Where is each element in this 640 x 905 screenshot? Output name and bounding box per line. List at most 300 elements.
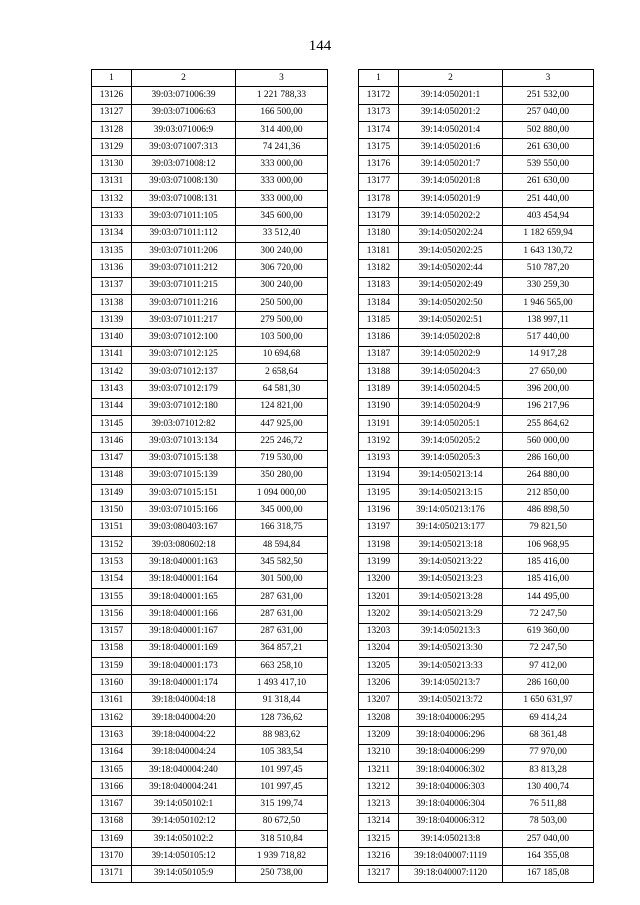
- row-number-cell: 13158: [92, 640, 132, 657]
- table-row: [359, 692, 594, 709]
- table-row: [359, 554, 594, 571]
- value-cell: 300 240,00: [236, 242, 328, 259]
- row-number-cell: 13194: [359, 467, 399, 484]
- cadastral-number-cell: 39:03:071012:82: [132, 415, 236, 432]
- table-row: [92, 87, 328, 104]
- value-cell: 318 510,84: [236, 831, 328, 848]
- table-row: [92, 727, 328, 744]
- cadastral-number-cell: 39:14:050205:2: [399, 433, 503, 450]
- table-row: [359, 744, 594, 761]
- table-row: [92, 173, 328, 190]
- table-row: [359, 675, 594, 692]
- page-number: 144: [308, 38, 332, 54]
- table-row: [92, 709, 328, 726]
- value-cell: 287 631,00: [236, 606, 328, 623]
- value-cell: 345 600,00: [236, 208, 328, 225]
- value-cell: 1 182 659,94: [503, 225, 594, 242]
- value-cell: 103 500,00: [236, 329, 328, 346]
- table-row: [359, 208, 594, 225]
- cadastral-number-cell: 39:14:050213:33: [399, 658, 503, 675]
- row-number-cell: 13216: [359, 848, 399, 865]
- table-row: [359, 242, 594, 259]
- cadastral-number-cell: 39:03:071015:139: [132, 467, 236, 484]
- value-cell: 64 581,30: [236, 381, 328, 398]
- row-number-cell: 13170: [92, 848, 132, 865]
- row-number-cell: 13145: [92, 415, 132, 432]
- cadastral-number-cell: 39:14:050102:2: [132, 831, 236, 848]
- value-cell: 91 318,44: [236, 692, 328, 709]
- table-row: [92, 692, 328, 709]
- table-row: [92, 467, 328, 484]
- row-number-cell: 13159: [92, 658, 132, 675]
- value-cell: 447 925,00: [236, 415, 328, 432]
- cadastral-number-cell: 39:14:050213:22: [399, 554, 503, 571]
- value-cell: 250 500,00: [236, 294, 328, 311]
- cadastral-number-cell: 39:14:050213:72: [399, 692, 503, 709]
- table-row: [359, 467, 594, 484]
- value-cell: 261 630,00: [503, 139, 594, 156]
- row-number-cell: 13195: [359, 485, 399, 502]
- cadastral-number-cell: 39:18:040001:167: [132, 623, 236, 640]
- row-number-cell: 13202: [359, 606, 399, 623]
- value-cell: 33 512,40: [236, 225, 328, 242]
- column-header: 2: [399, 70, 503, 87]
- table-row: [359, 813, 594, 830]
- cadastral-number-cell: 39:18:040006:312: [399, 813, 503, 830]
- column-header: 3: [236, 70, 328, 87]
- value-cell: 345 000,00: [236, 502, 328, 519]
- table-row: [359, 485, 594, 502]
- row-number-cell: 13129: [92, 139, 132, 156]
- table-row: [92, 796, 328, 813]
- cadastral-number-cell: 39:18:040006:302: [399, 761, 503, 778]
- row-number-cell: 13207: [359, 692, 399, 709]
- row-number-cell: 13217: [359, 865, 399, 882]
- value-cell: 251 532,00: [503, 87, 594, 104]
- row-number-cell: 13127: [92, 104, 132, 121]
- row-number-cell: 13183: [359, 277, 399, 294]
- table-row: [92, 139, 328, 156]
- value-cell: 68 361,48: [503, 727, 594, 744]
- table-row: [92, 744, 328, 761]
- row-number-cell: 13201: [359, 588, 399, 605]
- cadastral-number-cell: 39:14:050213:3: [399, 623, 503, 640]
- table-row: [359, 623, 594, 640]
- table-header-row: [92, 70, 328, 87]
- row-number-cell: 13126: [92, 87, 132, 104]
- table-row: [92, 848, 328, 865]
- row-number-cell: 13199: [359, 554, 399, 571]
- cadastral-number-cell: 39:03:071011:105: [132, 208, 236, 225]
- cadastral-number-cell: 39:14:050201:7: [399, 156, 503, 173]
- table-row: [359, 121, 594, 138]
- cadastral-number-cell: 39:14:050201:4: [399, 121, 503, 138]
- cadastral-number-cell: 39:14:050213:23: [399, 571, 503, 588]
- row-number-cell: 13174: [359, 121, 399, 138]
- value-cell: 350 280,00: [236, 467, 328, 484]
- cadastral-number-cell: 39:03:071012:137: [132, 364, 236, 381]
- table-row: [92, 191, 328, 208]
- cadastral-number-cell: 39:18:040004:20: [132, 709, 236, 726]
- cadastral-number-cell: 39:14:050105:9: [132, 865, 236, 882]
- cadastral-number-cell: 39:14:050204:3: [399, 364, 503, 381]
- table-row: [92, 519, 328, 536]
- cadastral-number-cell: 39:03:071011:216: [132, 294, 236, 311]
- row-number-cell: 13143: [92, 381, 132, 398]
- column-header: 1: [359, 70, 399, 87]
- row-number-cell: 13141: [92, 346, 132, 363]
- row-number-cell: 13205: [359, 658, 399, 675]
- cadastral-number-cell: 39:14:050202:24: [399, 225, 503, 242]
- cadastral-number-cell: 39:03:071006:39: [132, 87, 236, 104]
- table-row: [359, 519, 594, 536]
- row-number-cell: 13185: [359, 312, 399, 329]
- value-cell: 80 672,50: [236, 813, 328, 830]
- table-row: [92, 433, 328, 450]
- cadastral-number-cell: 39:14:050204:9: [399, 398, 503, 415]
- cadastral-number-cell: 39:14:050204:5: [399, 381, 503, 398]
- cadastral-number-cell: 39:14:050201:1: [399, 87, 503, 104]
- row-number-cell: 13214: [359, 813, 399, 830]
- table-row: [359, 277, 594, 294]
- table-row: [92, 415, 328, 432]
- cadastral-number-cell: 39:03:071015:166: [132, 502, 236, 519]
- table-row: [359, 191, 594, 208]
- table-row: [359, 588, 594, 605]
- table-row: [92, 260, 328, 277]
- row-number-cell: 13184: [359, 294, 399, 311]
- row-number-cell: 13149: [92, 485, 132, 502]
- row-number-cell: 13181: [359, 242, 399, 259]
- value-cell: 403 454,94: [503, 208, 594, 225]
- table-row: [92, 554, 328, 571]
- row-number-cell: 13187: [359, 346, 399, 363]
- cadastral-number-cell: 39:14:050202:2: [399, 208, 503, 225]
- table-row: [92, 571, 328, 588]
- table-row: [92, 502, 328, 519]
- cadastral-number-cell: 39:18:040001:164: [132, 571, 236, 588]
- cadastral-number-cell: 39:03:071008:130: [132, 173, 236, 190]
- value-cell: 510 787,20: [503, 260, 594, 277]
- row-number-cell: 13172: [359, 87, 399, 104]
- registry-table-left: [91, 69, 328, 883]
- cadastral-number-cell: 39:14:050213:7: [399, 675, 503, 692]
- cadastral-number-cell: 39:03:071012:179: [132, 381, 236, 398]
- cadastral-number-cell: 39:18:040001:173: [132, 658, 236, 675]
- table-row: [92, 312, 328, 329]
- table-row: [359, 260, 594, 277]
- table-row: [359, 381, 594, 398]
- row-number-cell: 13171: [92, 865, 132, 882]
- cadastral-number-cell: 39:14:050205:1: [399, 415, 503, 432]
- cadastral-number-cell: 39:18:040004:24: [132, 744, 236, 761]
- table-row: [359, 329, 594, 346]
- table-row: [359, 294, 594, 311]
- table-row: [92, 831, 328, 848]
- value-cell: 333 000,00: [236, 191, 328, 208]
- value-cell: 83 813,28: [503, 761, 594, 778]
- row-number-cell: 13138: [92, 294, 132, 311]
- row-number-cell: 13210: [359, 744, 399, 761]
- row-number-cell: 13133: [92, 208, 132, 225]
- value-cell: 1 493 417,10: [236, 675, 328, 692]
- row-number-cell: 13162: [92, 709, 132, 726]
- value-cell: 502 880,00: [503, 121, 594, 138]
- row-number-cell: 13148: [92, 467, 132, 484]
- cadastral-number-cell: 39:14:050213:29: [399, 606, 503, 623]
- cadastral-number-cell: 39:14:050213:8: [399, 831, 503, 848]
- row-number-cell: 13203: [359, 623, 399, 640]
- value-cell: 48 594,84: [236, 537, 328, 554]
- row-number-cell: 13192: [359, 433, 399, 450]
- value-cell: 106 968,95: [503, 537, 594, 554]
- table-row: [359, 658, 594, 675]
- value-cell: 105 383,54: [236, 744, 328, 761]
- table-row: [92, 156, 328, 173]
- row-number-cell: 13209: [359, 727, 399, 744]
- cadastral-number-cell: 39:18:040004:240: [132, 761, 236, 778]
- row-number-cell: 13175: [359, 139, 399, 156]
- value-cell: 128 736,62: [236, 709, 328, 726]
- value-cell: 250 738,00: [236, 865, 328, 882]
- cadastral-number-cell: 39:14:050213:15: [399, 485, 503, 502]
- table-row: [359, 640, 594, 657]
- value-cell: 72 247,50: [503, 606, 594, 623]
- cadastral-number-cell: 39:14:050213:18: [399, 537, 503, 554]
- cadastral-number-cell: 39:03:071011:206: [132, 242, 236, 259]
- row-number-cell: 13177: [359, 173, 399, 190]
- value-cell: 225 246,72: [236, 433, 328, 450]
- value-cell: 257 040,00: [503, 104, 594, 121]
- cadastral-number-cell: 39:03:071007:313: [132, 139, 236, 156]
- value-cell: 306 720,00: [236, 260, 328, 277]
- table-row: [92, 104, 328, 121]
- value-cell: 14 917,28: [503, 346, 594, 363]
- table-row: [92, 537, 328, 554]
- value-cell: 330 259,30: [503, 277, 594, 294]
- table-row: [359, 848, 594, 865]
- registry-table-right: [358, 69, 594, 883]
- table-row: [359, 450, 594, 467]
- table-row: [359, 346, 594, 363]
- row-number-cell: 13151: [92, 519, 132, 536]
- cadastral-number-cell: 39:03:071015:151: [132, 485, 236, 502]
- cadastral-number-cell: 39:14:050213:177: [399, 519, 503, 536]
- cadastral-number-cell: 39:14:050105:12: [132, 848, 236, 865]
- table-row: [92, 242, 328, 259]
- row-number-cell: 13139: [92, 312, 132, 329]
- cadastral-number-cell: 39:03:071013:134: [132, 433, 236, 450]
- cadastral-number-cell: 39:14:050202:25: [399, 242, 503, 259]
- value-cell: 315 199,74: [236, 796, 328, 813]
- value-cell: 196 217,96: [503, 398, 594, 415]
- value-cell: 27 650,00: [503, 364, 594, 381]
- row-number-cell: 13131: [92, 173, 132, 190]
- cadastral-number-cell: 39:14:050202:49: [399, 277, 503, 294]
- row-number-cell: 13156: [92, 606, 132, 623]
- cadastral-number-cell: 39:14:050102:12: [132, 813, 236, 830]
- value-cell: 286 160,00: [503, 675, 594, 692]
- value-cell: 77 970,00: [503, 744, 594, 761]
- value-cell: 1 939 718,82: [236, 848, 328, 865]
- row-number-cell: 13135: [92, 242, 132, 259]
- row-number-cell: 13144: [92, 398, 132, 415]
- row-number-cell: 13212: [359, 779, 399, 796]
- row-number-cell: 13142: [92, 364, 132, 381]
- table-row: [359, 312, 594, 329]
- row-number-cell: 13157: [92, 623, 132, 640]
- value-cell: 287 631,00: [236, 588, 328, 605]
- table-row: [92, 865, 328, 882]
- row-number-cell: 13180: [359, 225, 399, 242]
- cadastral-number-cell: 39:14:050202:51: [399, 312, 503, 329]
- table-row: [92, 450, 328, 467]
- row-number-cell: 13208: [359, 709, 399, 726]
- table-row: [92, 277, 328, 294]
- column-header: 3: [503, 70, 594, 87]
- value-cell: 1 094 000,00: [236, 485, 328, 502]
- table-header-row: [359, 70, 594, 87]
- value-cell: 185 416,00: [503, 571, 594, 588]
- value-cell: 261 630,00: [503, 173, 594, 190]
- value-cell: 212 850,00: [503, 485, 594, 502]
- cadastral-number-cell: 39:14:050202:50: [399, 294, 503, 311]
- row-number-cell: 13189: [359, 381, 399, 398]
- value-cell: 1 643 130,72: [503, 242, 594, 259]
- value-cell: 539 550,00: [503, 156, 594, 173]
- value-cell: 287 631,00: [236, 623, 328, 640]
- row-number-cell: 13128: [92, 121, 132, 138]
- value-cell: 1 221 788,33: [236, 87, 328, 104]
- row-number-cell: 13132: [92, 191, 132, 208]
- row-number-cell: 13166: [92, 779, 132, 796]
- cadastral-number-cell: 39:14:050205:3: [399, 450, 503, 467]
- value-cell: 364 857,21: [236, 640, 328, 657]
- row-number-cell: 13188: [359, 364, 399, 381]
- table-row: [92, 606, 328, 623]
- table-row: [359, 87, 594, 104]
- cadastral-number-cell: 39:03:080403:167: [132, 519, 236, 536]
- row-number-cell: 13136: [92, 260, 132, 277]
- row-number-cell: 13155: [92, 588, 132, 605]
- value-cell: 719 530,00: [236, 450, 328, 467]
- cadastral-number-cell: 39:14:050201:6: [399, 139, 503, 156]
- table-row: [359, 709, 594, 726]
- value-cell: 78 503,00: [503, 813, 594, 830]
- value-cell: 79 821,50: [503, 519, 594, 536]
- value-cell: 251 440,00: [503, 191, 594, 208]
- table-row: [359, 865, 594, 882]
- value-cell: 345 582,50: [236, 554, 328, 571]
- table-row: [92, 623, 328, 640]
- table-row: [92, 813, 328, 830]
- value-cell: 1 946 565,00: [503, 294, 594, 311]
- row-number-cell: 13178: [359, 191, 399, 208]
- table-row: [92, 208, 328, 225]
- value-cell: 101 997,45: [236, 761, 328, 778]
- row-number-cell: 13154: [92, 571, 132, 588]
- cadastral-number-cell: 39:03:071012:100: [132, 329, 236, 346]
- row-number-cell: 13198: [359, 537, 399, 554]
- table-row: [92, 329, 328, 346]
- column-header: 2: [132, 70, 236, 87]
- cadastral-number-cell: 39:18:040006:303: [399, 779, 503, 796]
- cadastral-number-cell: 39:03:071012:125: [132, 346, 236, 363]
- table-row: [92, 761, 328, 778]
- cadastral-number-cell: 39:14:050202:8: [399, 329, 503, 346]
- table-row: [359, 104, 594, 121]
- table-row: [92, 485, 328, 502]
- column-header: 1: [92, 70, 132, 87]
- cadastral-number-cell: 39:14:050213:176: [399, 502, 503, 519]
- row-number-cell: 13160: [92, 675, 132, 692]
- cadastral-number-cell: 39:03:071012:180: [132, 398, 236, 415]
- cadastral-number-cell: 39:03:080602:18: [132, 537, 236, 554]
- value-cell: 88 983,62: [236, 727, 328, 744]
- value-cell: 333 000,00: [236, 156, 328, 173]
- row-number-cell: 13186: [359, 329, 399, 346]
- table-row: [359, 606, 594, 623]
- value-cell: 486 898,50: [503, 502, 594, 519]
- row-number-cell: 13211: [359, 761, 399, 778]
- cadastral-number-cell: 39:03:071006:9: [132, 121, 236, 138]
- cadastral-number-cell: 39:18:040001:169: [132, 640, 236, 657]
- table-row: [92, 588, 328, 605]
- value-cell: 76 511,88: [503, 796, 594, 813]
- value-cell: 167 185,08: [503, 865, 594, 882]
- table-row: [359, 831, 594, 848]
- row-number-cell: 13146: [92, 433, 132, 450]
- cadastral-number-cell: 39:18:040006:296: [399, 727, 503, 744]
- cadastral-number-cell: 39:14:050201:8: [399, 173, 503, 190]
- row-number-cell: 13193: [359, 450, 399, 467]
- value-cell: 264 880,00: [503, 467, 594, 484]
- row-number-cell: 13196: [359, 502, 399, 519]
- table-row: [359, 415, 594, 432]
- table-row: [92, 398, 328, 415]
- value-cell: 619 360,00: [503, 623, 594, 640]
- value-cell: 97 412,00: [503, 658, 594, 675]
- table-row: [92, 121, 328, 138]
- value-cell: 69 414,24: [503, 709, 594, 726]
- cadastral-number-cell: 39:18:040001:174: [132, 675, 236, 692]
- value-cell: 301 500,00: [236, 571, 328, 588]
- cadastral-number-cell: 39:03:071011:215: [132, 277, 236, 294]
- table-row: [359, 225, 594, 242]
- cadastral-number-cell: 39:18:040007:1120: [399, 865, 503, 882]
- row-number-cell: 13140: [92, 329, 132, 346]
- cadastral-number-cell: 39:18:040001:165: [132, 588, 236, 605]
- value-cell: 314 400,00: [236, 121, 328, 138]
- cadastral-number-cell: 39:14:050202:44: [399, 260, 503, 277]
- cadastral-number-cell: 39:18:040007:1119: [399, 848, 503, 865]
- table-row: [92, 346, 328, 363]
- value-cell: 166 500,00: [236, 104, 328, 121]
- value-cell: 333 000,00: [236, 173, 328, 190]
- value-cell: 185 416,00: [503, 554, 594, 571]
- row-number-cell: 13213: [359, 796, 399, 813]
- table-row: [359, 571, 594, 588]
- cadastral-number-cell: 39:03:071008:12: [132, 156, 236, 173]
- value-cell: 1 650 631,97: [503, 692, 594, 709]
- row-number-cell: 13197: [359, 519, 399, 536]
- cadastral-number-cell: 39:14:050213:14: [399, 467, 503, 484]
- row-number-cell: 13191: [359, 415, 399, 432]
- table-row: [359, 796, 594, 813]
- value-cell: 10 694,68: [236, 346, 328, 363]
- cadastral-number-cell: 39:03:071006:63: [132, 104, 236, 121]
- value-cell: 138 997,11: [503, 312, 594, 329]
